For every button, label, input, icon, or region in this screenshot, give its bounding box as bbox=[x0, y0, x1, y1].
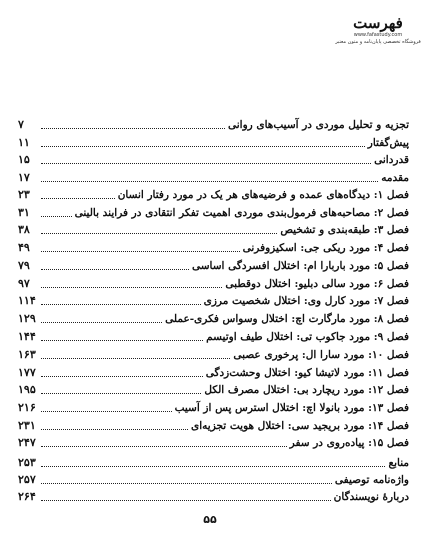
toc-entry-page: ۱۹۵ bbox=[18, 383, 36, 396]
toc-entry-page: ۳۸ bbox=[18, 223, 30, 236]
toc-entry-title: فصل ۱۲: مورد ریچارد بی: اختلال مصرف الکل bbox=[204, 384, 409, 396]
toc-entry bbox=[18, 185, 409, 202]
toc-entry-page: ۱۵ bbox=[18, 153, 30, 166]
dot-leader bbox=[41, 128, 225, 129]
dot-leader bbox=[41, 446, 287, 447]
toc-entry-page: ۲۵۳ bbox=[18, 456, 36, 469]
toc-entry-page: ۷ bbox=[18, 118, 24, 131]
toc-entry-title: فصل ۹: مورد جاکوب تی: اختلال طیف اوتیسم bbox=[206, 331, 409, 343]
toc-entry-title: تجزیه و تحلیل موردی در آسیب‌های روانی bbox=[228, 119, 409, 131]
toc-entry-page: ۲۱۶ bbox=[18, 401, 36, 414]
toc-entry-title: فصل ۳: طبقه‌بندی و تشخیص bbox=[280, 224, 409, 236]
dot-leader bbox=[41, 322, 162, 323]
toc-entry bbox=[18, 380, 409, 397]
dot-leader bbox=[41, 466, 385, 467]
toc-entry bbox=[18, 398, 409, 415]
toc-entry-title: فصل ۱۰: مورد سارا ال: پرخوری عصبی bbox=[233, 349, 409, 361]
toc-entry bbox=[18, 363, 409, 380]
dot-leader bbox=[41, 198, 115, 199]
dot-leader bbox=[41, 358, 230, 359]
toc-entry bbox=[18, 150, 409, 167]
dot-leader bbox=[41, 340, 203, 341]
toc-entry-title: فصل ۱: دیدگاه‌های عمده و فرضیه‌های هر یک در مورد رفتار انسان bbox=[117, 189, 409, 201]
toc-entry-page: ۱۱۴ bbox=[18, 294, 36, 307]
toc-entry bbox=[18, 416, 409, 433]
toc-entry bbox=[18, 345, 409, 362]
logo-wordmark: فهرست bbox=[353, 14, 403, 32]
dot-leader bbox=[41, 500, 331, 501]
toc-entry bbox=[18, 309, 409, 326]
dot-leader bbox=[41, 269, 189, 270]
toc-entry bbox=[18, 453, 409, 470]
toc-entry bbox=[18, 470, 409, 487]
toc-entry-page: ۲۴۷ bbox=[18, 436, 36, 449]
toc-entry bbox=[18, 487, 409, 504]
toc-entry-page: ۲۵۷ bbox=[18, 473, 36, 486]
toc-entry bbox=[18, 256, 409, 273]
toc-entry-page: ۳۱ bbox=[18, 206, 30, 219]
dot-leader bbox=[41, 429, 188, 430]
toc-entry-title: قدردانی bbox=[374, 154, 409, 166]
toc-entry-page: ۹۷ bbox=[18, 277, 30, 290]
toc-entry-page: ۲۶۴ bbox=[18, 490, 36, 503]
toc-entry-title: پیش‌گفتار bbox=[367, 137, 409, 149]
toc-entry-title: فصل ۷: مورد کارل وی: اختلال شخصیت مرزی bbox=[203, 295, 409, 307]
toc-entry-page: ۱۷ bbox=[18, 171, 30, 184]
dot-leader bbox=[41, 483, 332, 484]
table-of-contents bbox=[18, 0, 409, 536]
toc-entry-title: منابع bbox=[388, 457, 409, 469]
toc-entry bbox=[18, 220, 409, 237]
dot-leader bbox=[41, 304, 201, 305]
toc-entry bbox=[18, 274, 409, 291]
toc-entry bbox=[18, 133, 409, 150]
toc-entry-title: فصل ۸: مورد مارگارت اچ: اختلال وسواس فکری-عملی bbox=[165, 313, 409, 325]
toc-entry-title: فصل ۴: مورد ریکی جی: اسکیزوفرنی bbox=[242, 242, 409, 254]
dot-leader bbox=[41, 181, 378, 182]
dot-leader bbox=[41, 163, 371, 164]
dot-leader bbox=[41, 233, 277, 234]
toc-entry-title: واژه‌نامه توصیفی bbox=[334, 474, 409, 486]
dot-leader bbox=[41, 376, 203, 377]
toc-entry-title: دربارهٔ نویسندگان bbox=[333, 491, 409, 503]
toc-entry bbox=[18, 238, 409, 255]
toc-entry-page: ۱۱ bbox=[18, 136, 30, 149]
toc-entry-title: مقدمه bbox=[381, 172, 409, 184]
dot-leader bbox=[41, 411, 172, 412]
toc-entry-page: ۱۷۷ bbox=[18, 366, 36, 379]
toc-entry-title: فصل ۱۴: مورد بریجید سی: اختلال هویت تجزیه‌ای bbox=[191, 420, 409, 432]
logo-url: www.fafastudy.com bbox=[353, 32, 403, 38]
toc-entry-title: فصل ۶: مورد سالی دبلیو: اختلال دوقطبی bbox=[225, 278, 409, 290]
toc-entry bbox=[18, 115, 409, 132]
dot-leader bbox=[41, 393, 201, 394]
toc-entry bbox=[18, 168, 409, 185]
dot-leader bbox=[41, 216, 72, 217]
page-number: ۵۵ bbox=[203, 513, 217, 526]
toc-entry-page: ۱۶۳ bbox=[18, 348, 36, 361]
toc-entry-page: ۱۲۹ bbox=[18, 312, 36, 325]
logo-subtitle: فروشگاه تخصصی پایان‌نامه و متون معتبر bbox=[335, 39, 421, 45]
toc-entry-title: فصل ۱۳: مورد بانولا اچ: اختلال استرس پس از آسیب bbox=[174, 402, 409, 414]
toc-entry bbox=[18, 327, 409, 344]
toc-entry-title: فصل ۱۵: پیاده‌روی در سفر bbox=[289, 437, 409, 449]
dot-leader bbox=[41, 251, 240, 252]
toc-entry bbox=[18, 291, 409, 308]
toc-entry-page: ۲۳۱ bbox=[18, 419, 36, 432]
toc-entry bbox=[18, 203, 409, 220]
toc-entry-page: ۷۹ bbox=[18, 259, 30, 272]
toc-entry-title: فصل ۱۱: مورد لاتیشا کیو: اختلال وحشت‌زدگی bbox=[205, 367, 409, 379]
toc-entry-title: فصل ۲: مصاحبه‌های فرمول‌بندی موردی اهمیت تفکر انتقادی در فرایند بالینی bbox=[74, 207, 409, 219]
toc-entry-page: ۱۴۴ bbox=[18, 330, 36, 343]
toc-entry bbox=[18, 433, 409, 450]
toc-entry-title: فصل ۵: مورد باربارا ام: اختلال افسردگی اساسی bbox=[191, 260, 409, 272]
toc-entry-page: ۴۹ bbox=[18, 241, 30, 254]
toc-entry-page: ۲۳ bbox=[18, 188, 30, 201]
dot-leader bbox=[41, 287, 222, 288]
dot-leader bbox=[41, 146, 365, 147]
